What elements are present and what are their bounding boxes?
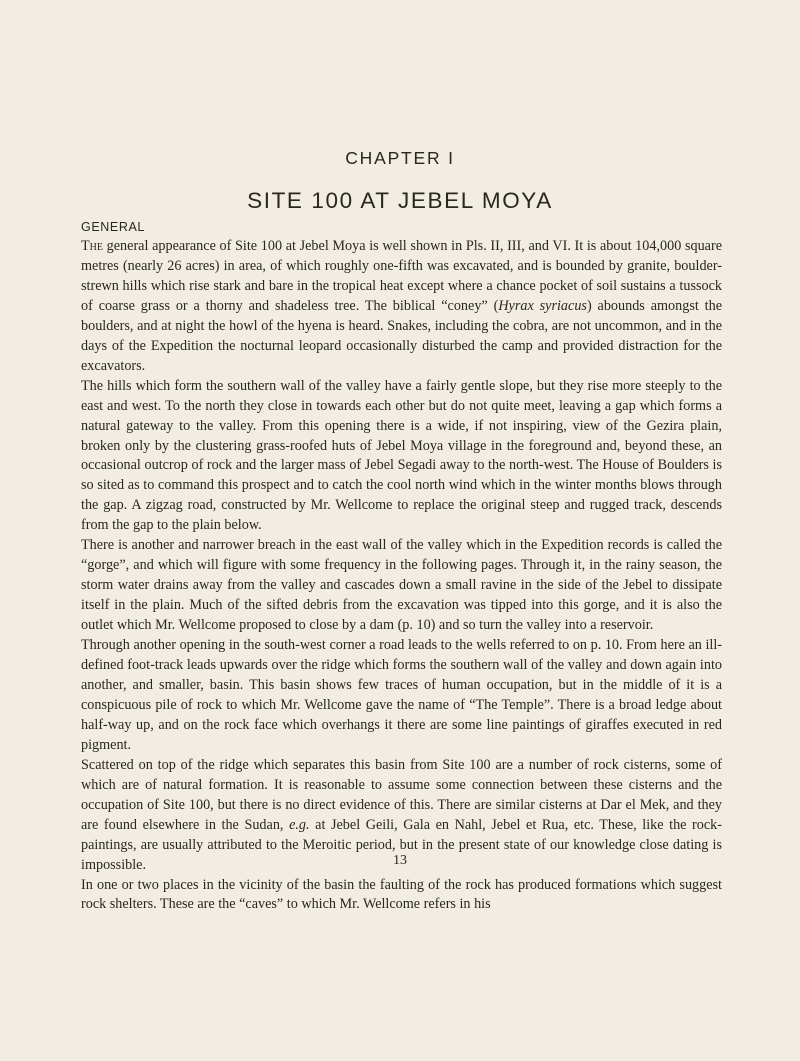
paragraph-1 <box>81 237 722 377</box>
section-heading: GENERAL <box>81 220 145 234</box>
chapter-label: CHAPTER I <box>345 148 455 168</box>
body-text <box>81 237 722 915</box>
paragraph-lead-word: The <box>81 238 103 254</box>
paragraph-italic: e.g. <box>289 816 310 833</box>
paragraph-text: Scattered on top of the ridge which separates this basin from Site 100 are a number of rock cisterns, some of which are of natural formation. It is reasonable to assume some connection between these cisterns and the occupation of Site 100, but there is no direct evidence of this. There are similar cisterns at Dar el Mek, and they are found elsewhere in the Sudan, <box>81 756 722 833</box>
paragraph-2 <box>81 377 722 537</box>
paragraph-text: In one or two places in the vicinity of the basin the faulting of the rock has produced formations which suggest rock shelters. These are the “caves” to which Mr. Wellcome refers in his <box>81 876 722 913</box>
paragraph-4 <box>81 636 722 756</box>
page-number: 13 <box>393 853 407 868</box>
paragraph-text-continued: at Jebel Geili, Gala en Nahl, Jebel et Rua, etc. These, like the rock-paintings, are usually attributed to the Meroitic period, but in the present state of our knowledge close dating is impossible. <box>81 816 722 873</box>
paragraph-text-continued: ) abounds amongst the boulders, and at night the howl of the hyena is heard. Snakes, including the cobra, are not uncommon, and in the days of the Expedition the nocturnal leopard occasionally disturbed the camp and provided distraction for the excavators. <box>81 297 722 374</box>
paragraph-text: Through another opening in the south-west corner a road leads to the wells referred to on p. 10. From here an ill-defined foot-track leads upwards over the ridge which forms the southern wall of the valley and down again into another, and smaller, basin. This basin shows few traces of human occupation, but in the middle of it is a conspicuous pile of rock to which Mr. Wellcome gave the name of “The Temple”. There is a broad ledge about half-way up, and on the rock face which overhangs it there are some line paintings of giraffes executed in red pigment. <box>81 637 722 753</box>
paragraph-3 <box>81 536 722 636</box>
paragraph-text: general appearance of Site 100 at Jebel Moya is well shown in Pls. II, III, and VI. It is about 104,000 square metres (nearly 26 acres) in area, of which roughly one-fifth was excavated, and is bounded by granite, boulder-strewn hills which rise stark and bare in the tropical heat except where a chance pocket of soil sustains a tussock of coarse grass or a thorny and shadeless tree. The biblical “coney” ( <box>81 238 722 314</box>
paragraph-text: There is another and narrower breach in the east wall of the valley which in the Expedition records is called the “gorge”, and which will figure with some frequency in the following pages. Through it, in the rainy season, the storm water drains away from the valley and cascades down a small ravine in the side of the Jebel to dissipate itself in the plain. Much of the sifted debris from the excavation was tipped into this gorge, and it is also the outlet which Mr. Wellcome proposed to close by a dam (p. 10) and so turn the valley into a reservoir. <box>81 537 722 634</box>
paragraph-italic: Hyrax syriacus <box>498 297 587 314</box>
chapter-title: SITE 100 AT JEBEL MOYA <box>247 188 553 213</box>
paragraph-text: The hills which form the southern wall of the valley have a fairly gentle slope, but they rise more steeply to the east and west. To the north they close in towards each other but do not quite meet, leaving a gap which forms a natural gateway to the valley. From this opening there is a wide, if not inspiring, view of the Gezira plain, broken only by the clustering grass-roofed huts of Jebel Moya village in the foreground and, beyond these, an occasional outcrop of rock and the larger mass of Jebel Segadi away to the north-west. The House of Boulders is so sited as to command this prospect and to catch the cool north wind which in the winter months blows through the gap. A zigzag road, constructed by Mr. Wellcome to replace the original steep and rugged track, descends from the gap to the plain below. <box>81 377 722 534</box>
paragraph-6 <box>81 876 722 916</box>
